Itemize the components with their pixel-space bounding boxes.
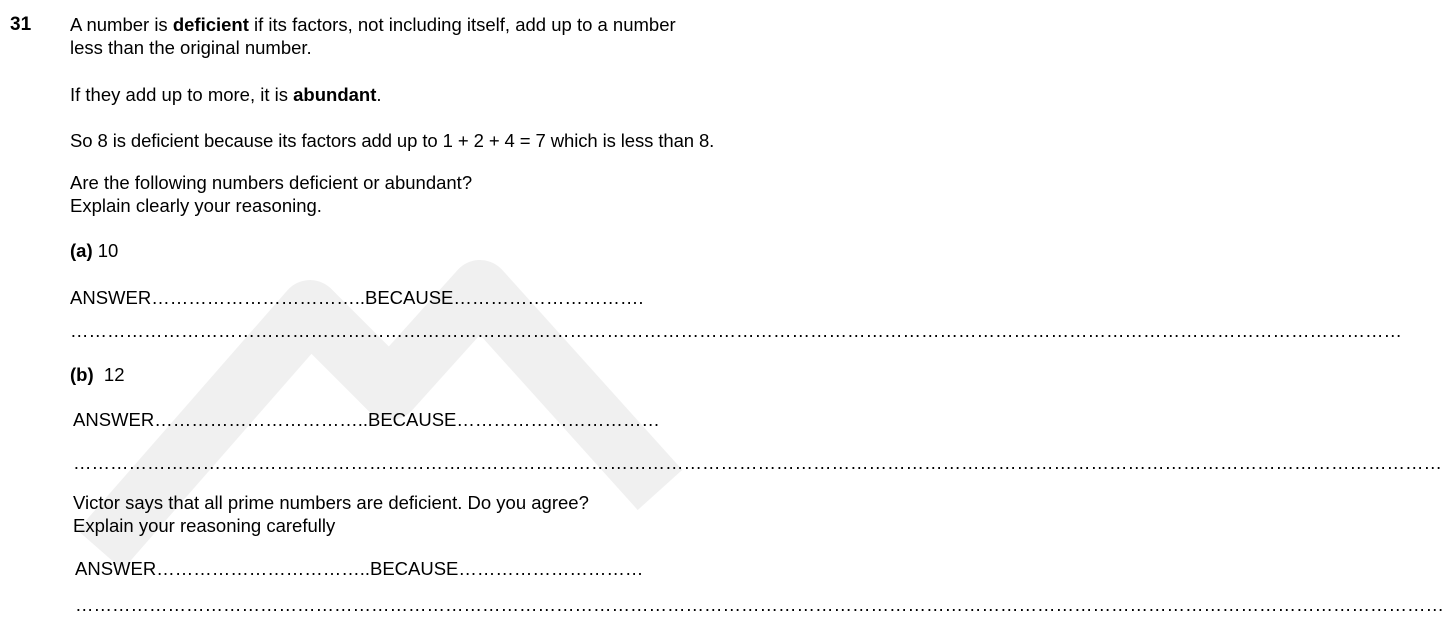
definition-line-2: less than the original number.	[70, 37, 312, 58]
part-a-label: (a)	[70, 240, 93, 261]
part-a-answer-line: ANSWER……………………………..BECAUSE………………………….	[70, 287, 644, 308]
instruction-line-2: Explain clearly your reasoning.	[70, 195, 322, 216]
part-b-answer-line: ANSWER……………………………..BECAUSE……………………………	[73, 409, 660, 430]
term-deficient: deficient	[172, 14, 249, 35]
question-number: 31	[10, 14, 32, 35]
part-b-heading	[70, 364, 124, 386]
part-a-value: 10	[97, 240, 119, 261]
abundant-definition: If they add up to more, it is abundant.	[70, 84, 382, 105]
part-b-continuation-line: ……………………………………………………………………………………………………………………………………………………………………………………………………	[73, 452, 1442, 473]
part-a-continuation-line: ………………………………………………………………………………………………………………………………………………………………………………………………	[70, 320, 1402, 341]
victor-line-1: Victor says that all prime numbers are deficient. Do you agree?	[73, 492, 589, 513]
instruction-line-1: Are the following numbers deficient or abundant?	[70, 172, 473, 193]
part-a-heading	[70, 240, 118, 262]
victor-answer-line: ANSWER……………………………..BECAUSE…………………………	[75, 558, 644, 579]
victor-line-2: Explain your reasoning carefully	[73, 515, 336, 536]
example-sentence: So 8 is deficient because its factors add up to 1 + 2 + 4 = 7 which is less than 8.	[70, 130, 715, 151]
term-abundant: abundant	[293, 84, 377, 105]
part-b-label: (b)	[70, 364, 94, 385]
victor-continuation-line: ……………………………………………………………………………………………………………………………………………………………………………………………………	[75, 594, 1444, 615]
part-b-value: 12	[103, 364, 125, 385]
definition-line-1: A number is deficient if its factors, not including itself, add up to a number	[70, 14, 676, 35]
